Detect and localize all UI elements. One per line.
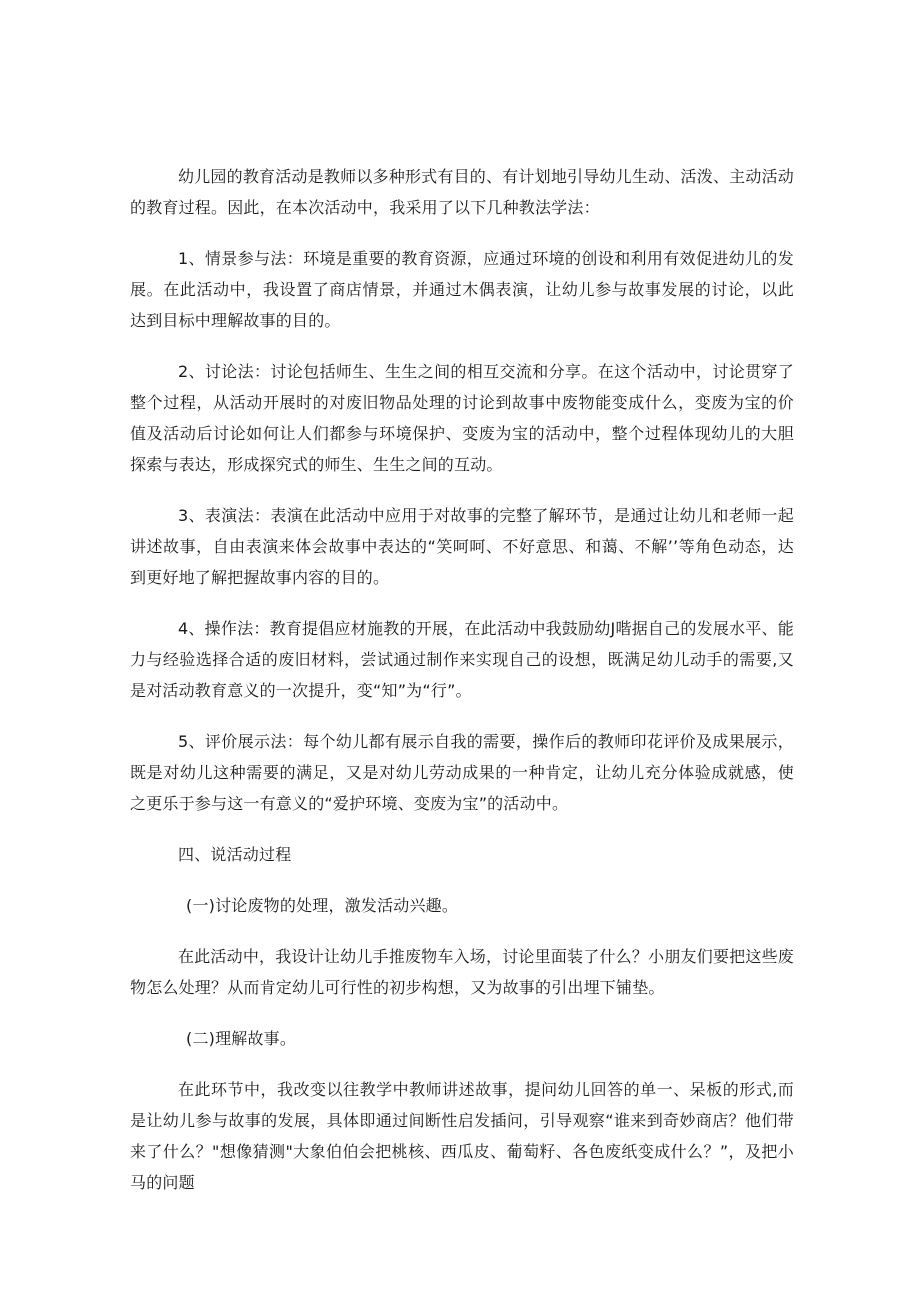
intro-paragraph: 幼儿园的教育活动是教师以多种形式有目的、有计划地引导幼儿生动、活泼、主动活动的教育过程。因此，在本次活动中，我采用了以下几种教法学法： xyxy=(130,167,794,217)
method-evaluation-paragraph: 5、评价展示法：每个幼儿都有展示自我的需要，操作后的教师印花评价及成果展示，既是对幼儿这种需要的满足，又是对幼儿劳动成果的一种肯定，让幼儿充分体验成就感，使之更乐于参与这一有意义的“爱护环境、变废为宝”的活动中。 xyxy=(130,732,794,813)
document-body xyxy=(130,161,794,1218)
subsection-1-paragraph: 在此活动中，我设计让幼儿手推废物车入场，讨论里面装了什么？小朋友们要把这些废物怎么处理？从而肯定幼儿可行性的初步构想，又为故事的引出埋下铺垫。 xyxy=(130,947,794,997)
section-heading-activity-process: 四、说活动过程 xyxy=(178,845,292,864)
subsection-heading-2: (二)理解故事。 xyxy=(186,1029,297,1048)
method-situational-paragraph: 1、情景参与法：环境是重要的教育资源，应通过环境的创设和利用有效促进幼儿的发展。在此活动中，我设置了商店情景，并通过木偶表演，让幼儿参与故事发展的讨论，以此达到目标中理解故事的目的。 xyxy=(130,249,794,330)
subsection-heading-1: (一)讨论废物的处理，激发活动兴趣。 xyxy=(186,896,459,915)
method-performance-paragraph: 3、表演法：表演在此活动中应用于对故事的完整了解环节，是通过让幼儿和老师一起讲述故事，自由表演来体会故事中表达的“笑呵呵、不好意思、和蔼、不解’’等角色动态，达到更好地了解把握故事内容的目的。 xyxy=(130,506,794,587)
method-discussion-paragraph: 2、讨论法：讨论包括师生、生生之间的相互交流和分享。在这个活动中，讨论贯穿了整个过程，从活动开展时的对废旧物品处理的讨论到故事中废物能变成什么，变废为宝的价值及活动后讨论如何让人们都参与环境保护、变废为宝的活动中，整个过程体现幼儿的大胆探索与表达，形成探究式的师生、生生之间的互动。 xyxy=(130,362,794,474)
method-operation-paragraph: 4、操作法：教育提倡应材施教的开展，在此活动中我鼓励幼J喈据自己的发展水平、能力与经验选择合适的废旧材料，尝试通过制作来实现自己的设想，既满足幼儿动手的需要,又是对活动教育意义的一次提升，变“知”为“行”。 xyxy=(130,619,794,700)
subsection-2-paragraph: 在此环节中，我改变以往教学中教师讲述故事，提问幼儿回答的单一、呆板的形式,而是让幼儿参与故事的发展，具体即通过间断性启发插问，引导观察“谁来到奇妙商店？他们带来了什么？"想像猜测"大象伯伯会把桃核、西瓜皮、葡萄籽、各色废纸变成什么？”，及把小马的问题 xyxy=(130,1080,794,1192)
